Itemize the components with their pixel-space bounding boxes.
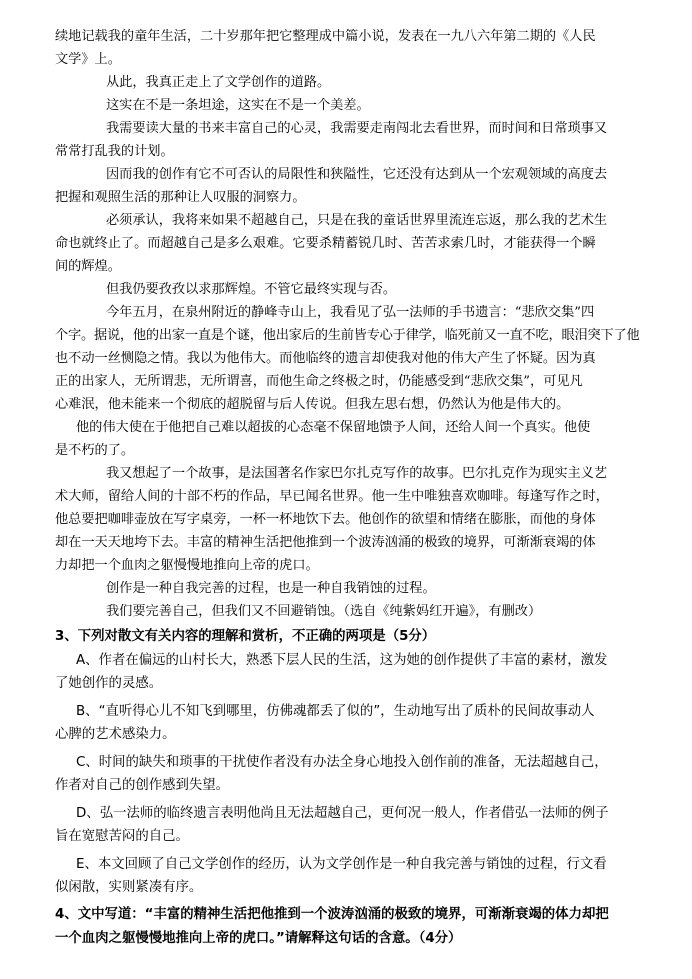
passage-line: 必须承认，我将来如果不超越自己，只是在我的童话世界里流连忘返，那么我的艺术生 (106, 213, 608, 228)
question-3-option: B、“直听得心儿不知飞到哪里，仿佛魂都丢了似的”，生动地写出了质朴的民间故事动人 (76, 704, 595, 719)
passage-line: 他的伟大使在于他把自己难以超拔的心态毫不保留地馈予人间，还给人间一个真实。他使 (76, 420, 591, 435)
question-3-option: A、作者在偏远的山村长大，熟悉下层人民的生活，这为她的创作提供了丰富的素材，激发 (76, 653, 608, 668)
question-3-option: 旨在宽慰苦闷的自己。 (55, 829, 189, 844)
passage-line: 续地记载我的童年生活，二十岁那年把它整理成中篇小说，发表在一九八六年第二期的《人民 (55, 29, 596, 44)
passage-line: 但我仍要孜孜以求那辉煌。不管它最终实现与否。 (106, 282, 397, 297)
passage-line: 是不朽的了。 (55, 443, 135, 458)
passage-line: 也不动一丝恻隐之情。我以为他伟大。而他临终的遗言却使我对他的伟大产生了怀疑。因为真 (55, 351, 596, 366)
passage-line: 命也就终止了。而超越自己是多么艰难。它要杀精蓄锐几时、苦苦求索几时，才能获得一个瞬 (55, 236, 596, 251)
passage-line: 把握和观照生活的那种让人叹服的洞察力。 (55, 190, 306, 205)
passage-line: 我们要完善自己，但我们又不回避销蚀。（选自《纯紫妈红开遍》，有删改） (106, 604, 542, 619)
passage-line: 却在一天天地垮下去。丰富的精神生活把他推到一个波涛汹涌的极致的境界，可渐渐衰竭的体 (55, 535, 596, 550)
passage-line: 间的辉煌。 (55, 259, 121, 274)
question-4-line: 4、文中写道：“丰富的精神生活把他推到一个波涛汹涌的极致的境界，可渐渐衰竭的体力却把 (55, 907, 609, 922)
passage-line: 力却把一个血肉之躯慢慢地推向上帝的虎口。 (55, 558, 319, 573)
passage-line: 从此，我真正走上了文学创作的道路。 (106, 75, 331, 90)
passage-line: 术大师，留给人间的十部不朽的作品，早已闻名世界。他一生中唯独喜欢咖啡。每逢写作之时， (55, 489, 609, 504)
question-3-option: 似闲散，实则紧凑有序。 (55, 880, 203, 895)
passage-line: 常常打乱我的计划。 (55, 144, 174, 159)
question-3-option: D、弘一法师的临终遗言表明他尚且无法超越自己，更何况一般人，作者借弘一法师的例子 (76, 806, 609, 821)
passage-line: 文学》上。 (55, 52, 121, 67)
passage-line: 心难泯，他未能来一个彻底的超脱留与后人传说。但我左思右想，仍然认为他是伟大的。 (55, 397, 570, 412)
question-3-option: C、时间的缺失和琐事的干扰使作者没有办法全身心地投入创作前的准备，无法超越自己， (76, 755, 608, 770)
passage-line: 创作是一种自我完善的过程，也是一种自我销蚀的过程。 (106, 581, 436, 596)
question-3-option: E、本文回顾了自己文学创作的经历，认为文学创作是一种自我完善与销蚀的过程，行文看 (76, 857, 607, 872)
passage-line: 这实在不是一条坦途，这实在不是一个美差。 (106, 98, 370, 113)
passage-line: 因而我的创作有它不可否认的局限性和狭隘性，它还没有达到从一个宏观领域的高度去 (106, 167, 608, 182)
passage-line: 今年五月，在泉州附近的静峰寺山上，我看见了弘一法师的手书遗言：“悲欣交集”四 (106, 305, 595, 320)
passage-line: 他总要把咖啡壶放在写字桌旁，一杯一杯地饮下去。他创作的欲望和情绪在膨胀，而他的身体 (55, 512, 596, 527)
question-3-stem: 3、下列对散文有关内容的理解和赏析，不正确的两项是（5分） (55, 629, 436, 644)
question-3-option: 心脾的艺术感染力。 (55, 727, 176, 742)
passage-line: 正的出家人，无所谓悲，无所谓喜，而他生命之终极之时，仍能感受到“悲欣交集”，可见凡 (55, 374, 583, 389)
question-3-option: 作者对自己的创作感到失望。 (55, 778, 230, 793)
question-3-option: 了她创作的灵感。 (55, 676, 163, 691)
passage-line: 我需要读大量的书来丰富自己的心灵，我需要走南闯北去看世界，而时间和日常琐事又 (106, 121, 608, 136)
passage-line: 个字。据说，他的出家一直是个谜，他出家后的生前皆专心于律学，临死前又一直不吃，眼泪突下了他 (55, 328, 640, 343)
question-4-line: 一个血肉之躯慢慢地推向上帝的虎口。”请解释这句话的含意。（4分） (55, 931, 462, 946)
passage-line: 我又想起了一个故事，是法国著名作家巴尔扎克写作的故事。巴尔扎克作为现实主义艺 (106, 466, 608, 481)
